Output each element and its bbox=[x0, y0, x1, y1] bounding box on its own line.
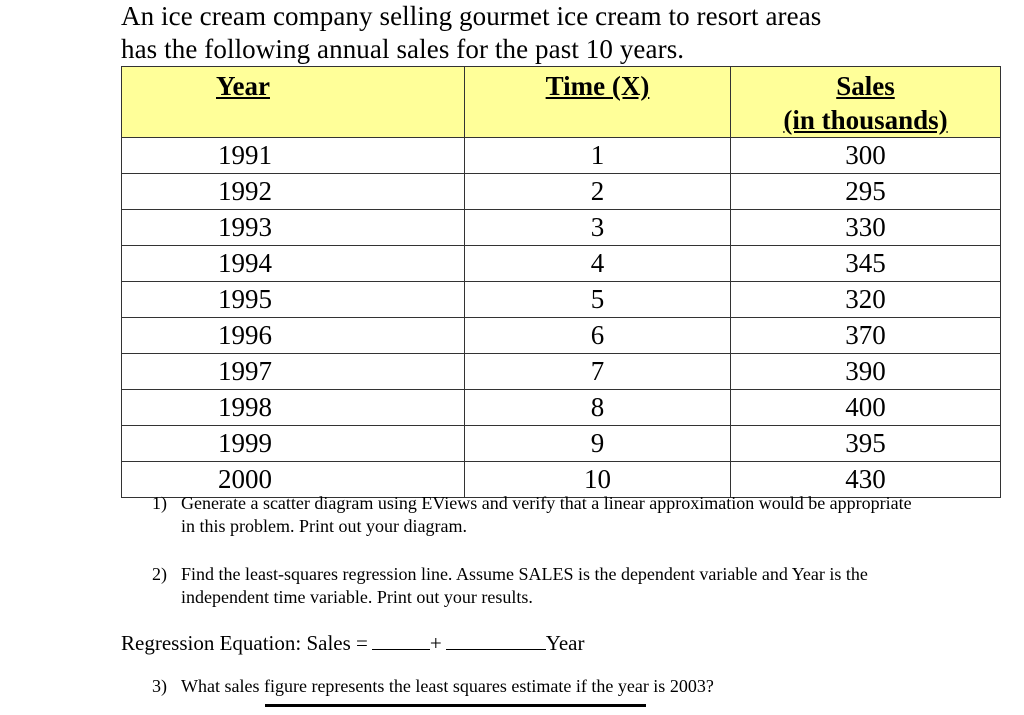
table-row bbox=[122, 282, 1001, 318]
cell-time: 8 bbox=[465, 390, 731, 426]
table-row bbox=[122, 426, 1001, 462]
cell-sales: 320 bbox=[731, 282, 1001, 318]
cell-sales: 430 bbox=[731, 462, 1001, 498]
table-row bbox=[122, 210, 1001, 246]
question-2-number: 2) bbox=[152, 564, 167, 584]
questions-section bbox=[121, 492, 921, 698]
header-sales bbox=[731, 67, 1001, 138]
cell-sales: 300 bbox=[731, 138, 1001, 174]
table-row bbox=[122, 390, 1001, 426]
question-2-text: Find the least-squares regression line. Assume SALES is the dependent variable and Year is the independent time variable. Print out your results. bbox=[181, 564, 868, 607]
question-2 bbox=[121, 563, 921, 609]
cell-year: 1992 bbox=[122, 174, 465, 210]
cell-year: 1996 bbox=[122, 318, 465, 354]
cell-sales: 400 bbox=[731, 390, 1001, 426]
table-row bbox=[122, 318, 1001, 354]
table-row bbox=[122, 174, 1001, 210]
table-row bbox=[122, 246, 1001, 282]
cell-time: 1 bbox=[465, 138, 731, 174]
underline-mark bbox=[265, 704, 646, 707]
cell-time: 7 bbox=[465, 354, 731, 390]
cell-time: 6 bbox=[465, 318, 731, 354]
cell-year: 1995 bbox=[122, 282, 465, 318]
intro-line-1: An ice cream company selling gourmet ice cream to resort areas bbox=[121, 1, 822, 31]
cell-year: 1994 bbox=[122, 246, 465, 282]
header-time: Time (X) bbox=[465, 67, 731, 138]
intro-line-2: has the following annual sales for the past 10 years. bbox=[121, 34, 685, 64]
cell-year: 1998 bbox=[122, 390, 465, 426]
header-year: Year bbox=[122, 67, 465, 138]
table-body bbox=[122, 138, 1001, 498]
cell-time: 3 bbox=[465, 210, 731, 246]
question-3-number: 3) bbox=[152, 676, 167, 696]
question-1-text: Generate a scatter diagram using EViews and verify that a linear approximation would be appropriate in this problem. Print out your diagram. bbox=[181, 493, 912, 536]
cell-sales: 330 bbox=[731, 210, 1001, 246]
regression-equation bbox=[121, 629, 921, 657]
cell-sales: 345 bbox=[731, 246, 1001, 282]
cell-year: 2000 bbox=[122, 462, 465, 498]
intro-text bbox=[121, 0, 981, 66]
header-sales-line-1: Sales bbox=[836, 71, 895, 101]
cell-sales: 390 bbox=[731, 354, 1001, 390]
question-1-number: 1) bbox=[152, 493, 167, 513]
intercept-blank[interactable] bbox=[372, 631, 430, 650]
question-1 bbox=[121, 492, 921, 538]
cell-time: 4 bbox=[465, 246, 731, 282]
equation-plus: + bbox=[429, 631, 442, 655]
sales-table bbox=[121, 66, 1001, 498]
cell-year: 1999 bbox=[122, 426, 465, 462]
cell-time: 2 bbox=[465, 174, 731, 210]
header-sales-line-2: (in thousands) bbox=[783, 105, 948, 135]
slope-blank[interactable] bbox=[446, 631, 546, 650]
cell-sales: 370 bbox=[731, 318, 1001, 354]
equation-prefix: Regression Equation: Sales = bbox=[121, 631, 368, 655]
cell-sales: 395 bbox=[731, 426, 1001, 462]
cell-time: 10 bbox=[465, 462, 731, 498]
equation-suffix: Year bbox=[545, 631, 585, 655]
cell-sales: 295 bbox=[731, 174, 1001, 210]
table-row bbox=[122, 138, 1001, 174]
table-header-row bbox=[122, 67, 1001, 138]
question-3 bbox=[121, 675, 921, 698]
table-row bbox=[122, 354, 1001, 390]
question-3-text: What sales figure represents the least squares estimate if the year is 2003? bbox=[181, 676, 714, 696]
cell-time: 5 bbox=[465, 282, 731, 318]
cell-year: 1993 bbox=[122, 210, 465, 246]
cell-year: 1997 bbox=[122, 354, 465, 390]
cell-time: 9 bbox=[465, 426, 731, 462]
cell-year: 1991 bbox=[122, 138, 465, 174]
